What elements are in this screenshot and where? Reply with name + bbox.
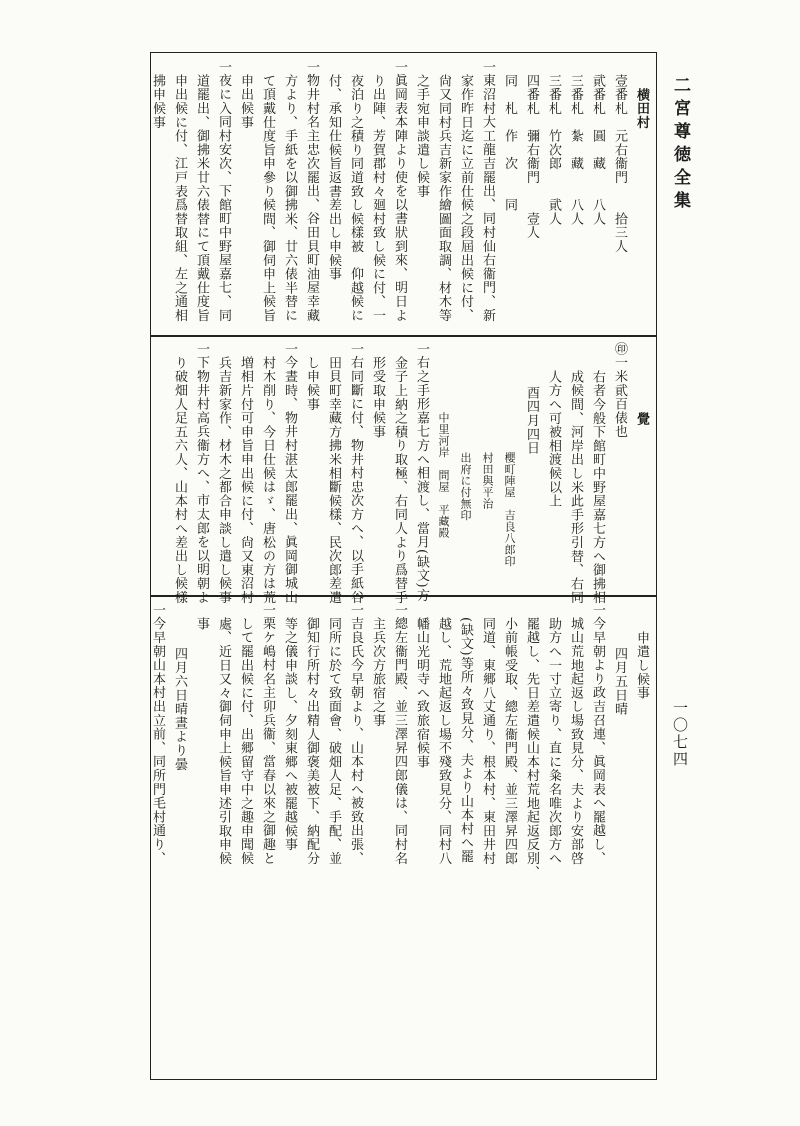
signature-line: 村田與平治 <box>481 452 494 510</box>
text-column: 同道、東郷八丈通り、根本村、東田井村 <box>480 617 495 866</box>
date-line: 四月五日晴 <box>612 647 627 716</box>
text-column: 幡山光明寺へ致旅宿候事 <box>414 617 429 769</box>
section-upper <box>150 60 650 330</box>
section-lower <box>150 603 650 1073</box>
date-line: 酉四月四日 <box>524 386 539 455</box>
text-column: 方より、手紙を以御拂米、廿六俵半替に <box>282 74 297 323</box>
text-column: 金子上納之積り取極、右同人より爲替手 <box>392 356 407 605</box>
text-column: 三番札 竹次郎 貮人 <box>546 74 561 226</box>
signature-line: 櫻町陣屋 吉良八郎印 <box>503 452 516 567</box>
text-column: 小前帳受取、總左衞門殿、並三澤昇四郎 <box>502 617 517 866</box>
text-column: て頂戴仕度旨申參り候間、御伺申上候旨 <box>260 74 275 323</box>
text-column: 一下物井村高兵衞方へ、市太郎を以明朝よ <box>194 342 209 605</box>
running-title: 二宮尊徳全集 <box>670 76 690 214</box>
text-column: ㊞一米貮百俵也 <box>612 342 627 439</box>
text-column: 成候間、河岸出し米此手形引替、右同 <box>568 370 583 605</box>
text-column: 之手宛申談遣し候事 <box>414 74 429 199</box>
addressee-line: 中里河岸 問屋 平藏殿 <box>437 412 450 539</box>
receipt-heading: 覺 <box>634 412 649 426</box>
text-column: 一右同斷に付、物井村忠次方へ、以手紙谷 <box>348 342 363 605</box>
text-column: 一總左衞門殿、並三澤昇四郎儀は、同村名 <box>392 603 407 866</box>
text-column: 拂申候事 <box>150 74 165 130</box>
village-heading: 横田村 <box>634 88 649 130</box>
text-column: 一眞岡表本陣より使を以書狀到來、明日よ <box>392 60 407 323</box>
text-column: (缺文)等所々致見分、夫より山本村へ罷 <box>458 617 473 864</box>
text-column: 兵吉新家作、材木之都合申談し遣し候事 <box>216 356 231 605</box>
text-column: 同 札 作 次 同 <box>502 74 517 212</box>
text-column: 等之儀申談し、夕刻東郷へ被罷越候事 <box>282 617 297 852</box>
text-column: 尙又同村兵吉新家作繪圖面取調、材木等 <box>436 74 451 323</box>
text-column: 夜泊り之積り同道致し候樣被 仰越候に <box>348 74 363 323</box>
text-column: 一右之手形嘉七方へ相渡し、當月(缺文)方 <box>414 342 429 603</box>
text-column: 一今晝時、物井村湛太郎罷出、眞岡御城山 <box>282 342 297 605</box>
text-column: り破畑人足五六人、山本村へ差出し候樣 <box>172 356 187 605</box>
text-column: 罷越し、先日差遣候山本村荒地起返反別、 <box>524 617 539 880</box>
text-column: 一栗ケ嶋村名主卯兵衞、當春以來之御趣と <box>260 603 275 866</box>
text-column: 御知行所村々出精人御褒美被下、納配分 <box>304 617 319 866</box>
text-column: 一夜に入同村安次、下館町中野屋嘉七、同 <box>216 60 231 323</box>
text-column: り出陣、芳賀郡村々廻村致し候に付、一 <box>370 74 385 323</box>
text-column: 四番札 彌右衞門 壹人 <box>524 74 539 240</box>
text-column: して罷出候に付、出郷留守中之趣申聞候 <box>238 617 253 866</box>
text-column: 同所に於て致面會、破畑人足、手配、並 <box>326 617 341 866</box>
text-column: 申出候に付、江戸表爲替取組、左之通相 <box>172 74 187 323</box>
text-column: 形受取申候事 <box>370 356 385 439</box>
text-column: 處、近日又々御伺申上候旨申述引取申候 <box>216 617 231 866</box>
text-column: 貮番札 圓 藏 八人 <box>590 74 605 226</box>
text-column: 事 <box>194 617 209 631</box>
text-column: 一吉良氏今早朝より、山本村へ被致出張、 <box>348 603 363 866</box>
text-column: 付、承知仕候旨返書差出し申候事 <box>326 74 341 281</box>
text-column: 一物井村名主忠次罷出、谷田貝町油屋幸藏 <box>304 60 319 323</box>
text-column: 壹番札 元右衞門 拾三人 <box>612 74 627 254</box>
text-column: 田貝町幸藏方拂米相斷候樣、民次郎差遣 <box>326 356 341 605</box>
text-column: 申出候事 <box>238 74 253 130</box>
text-column: 右者今般下館町中野屋嘉七方へ御拂相 <box>590 370 605 605</box>
text-column: 越し、荒地起返し場不殘致見分、同村八 <box>436 617 451 866</box>
text-column: 主兵次方旅宿之事 <box>370 617 385 728</box>
text-column: 道罷出、御拂米廿六俵替にて頂戴仕度旨 <box>194 74 209 323</box>
section-divider-upper <box>150 335 657 337</box>
date-line: 四月六日晴晝より曇 <box>172 647 187 772</box>
text-column: 助方へ一寸立寄り、直に粂名唯次郎方へ <box>546 617 561 866</box>
text-column: 家作昨日迄に立前仕候之段屆出候に付、 <box>458 74 473 323</box>
text-column: 申遣し候事 <box>634 631 649 700</box>
signature-line: 出府に付無印 <box>459 452 472 521</box>
text-column: 増相片付可申旨申出候に付、尙又東沼村 <box>238 356 253 605</box>
text-column: 村木削り、今日仕候はゞ、唐松の方は荒 <box>260 356 275 605</box>
text-column: 一今早朝山本村出立前、同所門毛村通り、 <box>150 603 165 866</box>
page-number: 一〇七四 <box>671 700 689 768</box>
text-column: 三番札 紮 藏 八人 <box>568 74 583 226</box>
text-column: し申候事 <box>304 356 319 412</box>
text-column: 一今早朝より政吉召連、眞岡表へ罷越し、 <box>590 603 605 866</box>
text-column: 一東沼村大工龍吉罷出、同村仙右衞門、新 <box>480 60 495 323</box>
text-column: 人方へ可被相渡候以上 <box>546 370 561 508</box>
section-middle <box>156 342 650 605</box>
text-column: 城山荒地起返し場致見分、夫より安部啓 <box>568 617 583 866</box>
